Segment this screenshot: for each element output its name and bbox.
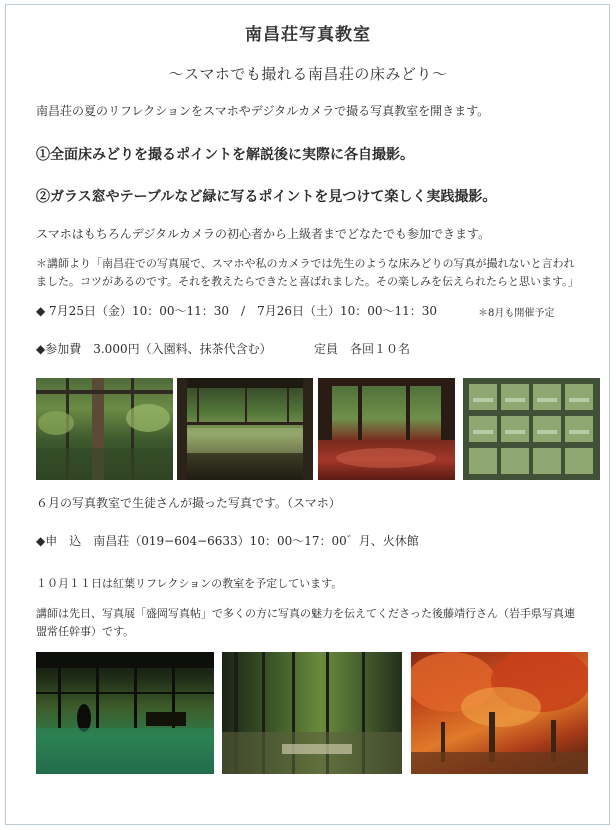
photo-red-floor — [318, 378, 455, 480]
instructor-note-line-1: ＊講師より「南昌荘での写真展で、スマホや私のカメラでは先生のような床みどりの写真が撮れないと言われ — [36, 257, 575, 270]
schedule-text: ◆ 7月25日（金）10：00〜11：30 / 7月26日（土）10：00〜11：30 — [36, 304, 438, 318]
photo-glass-window — [463, 378, 600, 480]
photo-garden-tree — [36, 378, 173, 480]
audience-text: スマホはもちろんデジタルカメラの初心者から上級者までどなたでも参加できます。 — [36, 227, 491, 241]
october-text: １０月１１日は紅葉リフレクションの教室を予定しています。 — [36, 577, 343, 590]
photo-autumn-leaves — [411, 652, 588, 774]
instructor-line-2: 盟常任幹事）です。 — [36, 625, 135, 638]
instructor-note-line-2: ました。コツがあるのです。それを教えたらできたと喜ばれました。その楽しみを伝えられたらと思います。」 — [36, 275, 579, 288]
photo-floor-reflection — [177, 378, 313, 480]
apply-text: ◆申 込 南昌荘（019−604−6633）10：00〜17：00゛月、火休館 — [36, 534, 419, 548]
point-one: ①全面床みどりを撮るポイントを解説後に実際に各自撮影。 — [36, 147, 414, 163]
point-two: ②ガラス窓やテーブルなど緑に写るポイントを見つけて楽しく実践撮影。 — [36, 189, 497, 205]
instructor-line-1: 講師は先日、写真展「盛岡写真帖」で多くの方に写真の魅力を伝えてくださった後藤靖行さん（岩手県写真連 — [36, 607, 575, 620]
photo-caption: ６月の写真教室で生徒さんが撮った写真です。（スマホ） — [36, 496, 341, 510]
photo-veranda-glass — [222, 652, 402, 774]
page-title: 南昌荘写真教室 — [245, 25, 371, 45]
page-subtitle: 〜スマホでも撮れる南昌荘の床みどり〜 — [168, 65, 448, 83]
photo-room-green-floor — [36, 652, 214, 774]
intro-text: 南昌荘の夏のリフレクションをスマホやデジタルカメラで撮る写真教室を開きます。 — [36, 104, 490, 118]
fee-text: ◆参加費 3.000円（入園料、抹茶代含む） — [36, 342, 272, 356]
schedule-note: ＊8月も開催予定 — [478, 308, 555, 319]
capacity-text: 定員 各回１０名 — [314, 342, 411, 356]
